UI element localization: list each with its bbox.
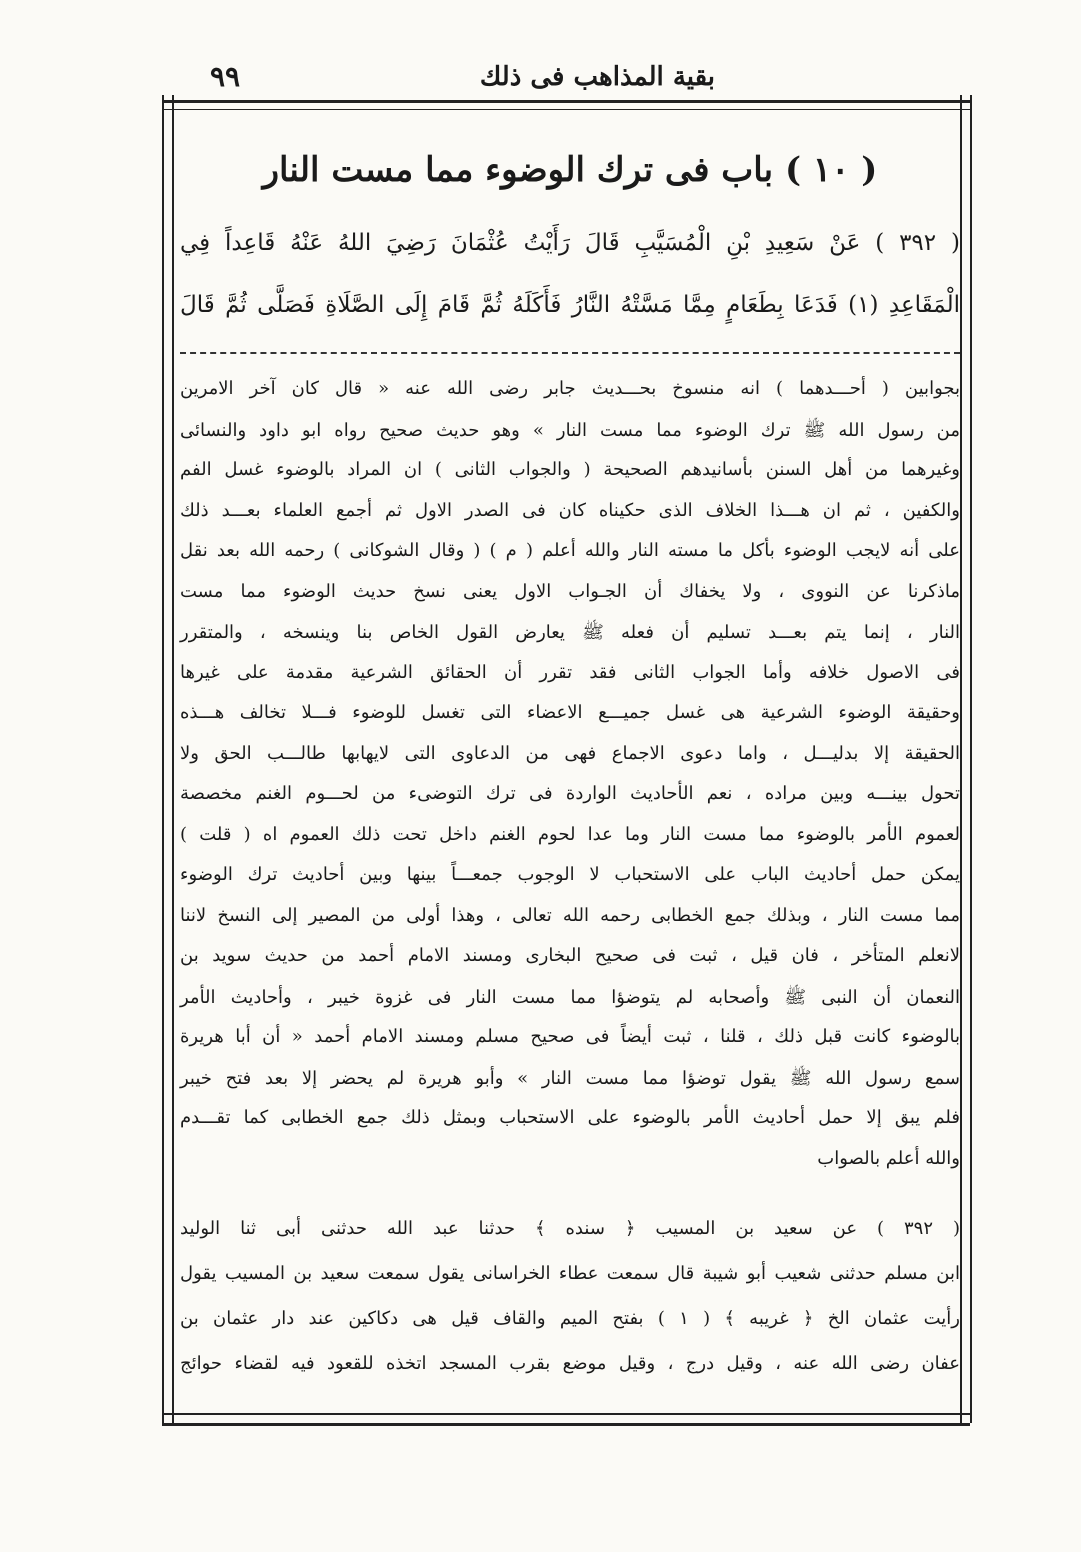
commentary-line: يمكن حمل أحاديث الباب على الاستحباب لا الوجوب جمعـــاً بينها وبين أحاديث ترك الوضوء <box>180 864 960 885</box>
running-title: بقية المذاهب فى ذلك <box>479 62 715 92</box>
commentary-line: سمع رسول الله ﷺ يقول توضؤا مما مست النار » وأبو هريرة لم يحضر إلا بعد فتح خيبر <box>180 1067 960 1089</box>
section-separator <box>180 352 960 354</box>
footnote-line: عفان رضى الله عنه ، وقيل درج ، وقيل موضع بقرب المسجد اتخذه للقعود فيه لقضاء حوائج <box>180 1353 960 1374</box>
commentary-line: الحقيقة إلا بدليـــل ، واما دعوى الاجماع فهى من الدعاوى التى لايهابها طالـــب الحق ولا <box>180 742 960 764</box>
footnote-line: رأيت عثمان الخ ﴿ غريبه ﴾ ( ١ ) بفتح الميم والقاف قيل هى دكاكين عند دار عثمان بن <box>180 1308 960 1329</box>
commentary-line: على أنه لايجب الوضوء بأكل ما مسته النار والله أعلم ( م ) ( وقال الشوكانى ) رحمه الله بعد نقل <box>180 540 960 561</box>
commentary-line: والكفين ، ثم ان هـــذا الخلاف الذى حكيناه كان فى الصدر الاول ثم أجمع العلماء بعـــد ذلك <box>180 499 960 521</box>
commentary-line: والله أعلم بالصواب <box>817 1147 960 1169</box>
commentary-line: لعموم الأمر بالوضوء مما مست النار وما عدا لحوم الغنم داخل تحت ذلك العموم اه ( قلت ) <box>180 823 960 845</box>
frame-border-right <box>960 95 972 1423</box>
chapter-title: ( ١٠ ) باب فى ترك الوضوء مما مست النار <box>262 150 878 190</box>
footnote-line: ( ٣٩٢ ) عن سعيد بن المسيب ﴿ سنده ﴾ حدثنا عبد الله حدثنى أبى ثنا الوليد <box>180 1218 960 1239</box>
commentary-line: فلم يبق إلا حمل أحاديث الأمر بالوضوء على الاستحباب وبمثل ذلك جمع الخطابى كما تقـــدم <box>180 1107 960 1128</box>
commentary-line: تحول بينـــه وبين مراده ، نعم الأحاديث الواردة فى ترك التوضىء من لحـــوم الغنم مخصصة <box>180 783 960 804</box>
commentary-line: النعمان أن النبى ﷺ وأصحابه لم يتوضؤا مما مست النار فى غزوة خيبر ، وأحاديث الأمر <box>180 986 960 1008</box>
commentary-line: النار ، إنما يتم بعـــد تسليم أن فعله ﷺ يعارض القول الخاص بنا وينسخه ، والمتقرر <box>180 622 960 643</box>
top-rule <box>162 100 970 110</box>
commentary-line: بالوضوء كانت قبل ذلك ، قلنا ، ثبت أيضاً فى صحيح مسلم ومسند الامام أحمد « أن أبا هريرة <box>180 1026 960 1047</box>
commentary-line: مما مست النار ، وبذلك جمع الخطابى رحمه الله تعالى ، وهذا أولى من المصير إلى النسخ لاننا <box>180 904 960 926</box>
commentary-line: من رسول الله ﷺ ترك الوضوء مما مست النار » وهو حديث صحيح رواه ابو داود والنسائى <box>180 419 960 441</box>
page-header <box>170 58 965 98</box>
commentary-line: وحقيقة الوضوء الشرعية هى غسل جميـــع الاعضاء التى تغسل للوضوء فـــلا تخالف هـــذه <box>180 702 960 723</box>
page-number: ٩٩ <box>210 60 241 93</box>
bottom-rule <box>162 1413 970 1426</box>
hadith-line: الْمَقَاعِدِ (١) فَدَعَا بِطَعَامٍ مِمَّا مَسَّتْهُ النَّارُ فَأَكَلَهُ ثُمَّ قَامَ إِلَى الصَّلَاةِ فَصَلَّى ثُمَّ قَالَ <box>180 292 960 318</box>
commentary-line: فى الاصول خلافه وأما الجواب الثانى فقد تقرر أن الحقائق الشرعية مقدمة على غيرها <box>180 661 960 683</box>
footnote-line: ابن مسلم حدثنى شعيب أبو شيبة قال سمعت عطاء الخراسانى يقول سمعت سعيد بن المسيب يقول <box>180 1263 960 1284</box>
commentary-line: ماذكرنا عن النووى ، ولا يخفاك أن الجـواب الاول يعنى نسخ حديث الوضوء مما مست <box>180 580 960 602</box>
commentary-line: وغيرهما من أهل السنن بأسانيدهم الصحيحة ( والجواب الثانى ) ان المراد بالوضوء غسل الفم <box>180 459 960 480</box>
commentary-line: لانعلم المتأخر ، فان قيل ، ثبت فى صحيح البخارى ومسند الامام أحمد من حديث سويد بن <box>180 945 960 966</box>
frame-border-left <box>162 95 174 1423</box>
hadith-line: ( ٣٩٢ ) عَنْ سَعِيدِ بْنِ الْمُسَيَّبِ قَالَ رَأَيْتُ عُثْمَانَ رَضِيَ اللهُ عَنْهُ قَاعِداً فِي <box>180 230 960 256</box>
commentary-line: بجوابين ( أحـــدهما ) انه منسوخ بحـــديث جابر رضى الله عنه « قال كان آخر الامرين <box>180 378 960 399</box>
